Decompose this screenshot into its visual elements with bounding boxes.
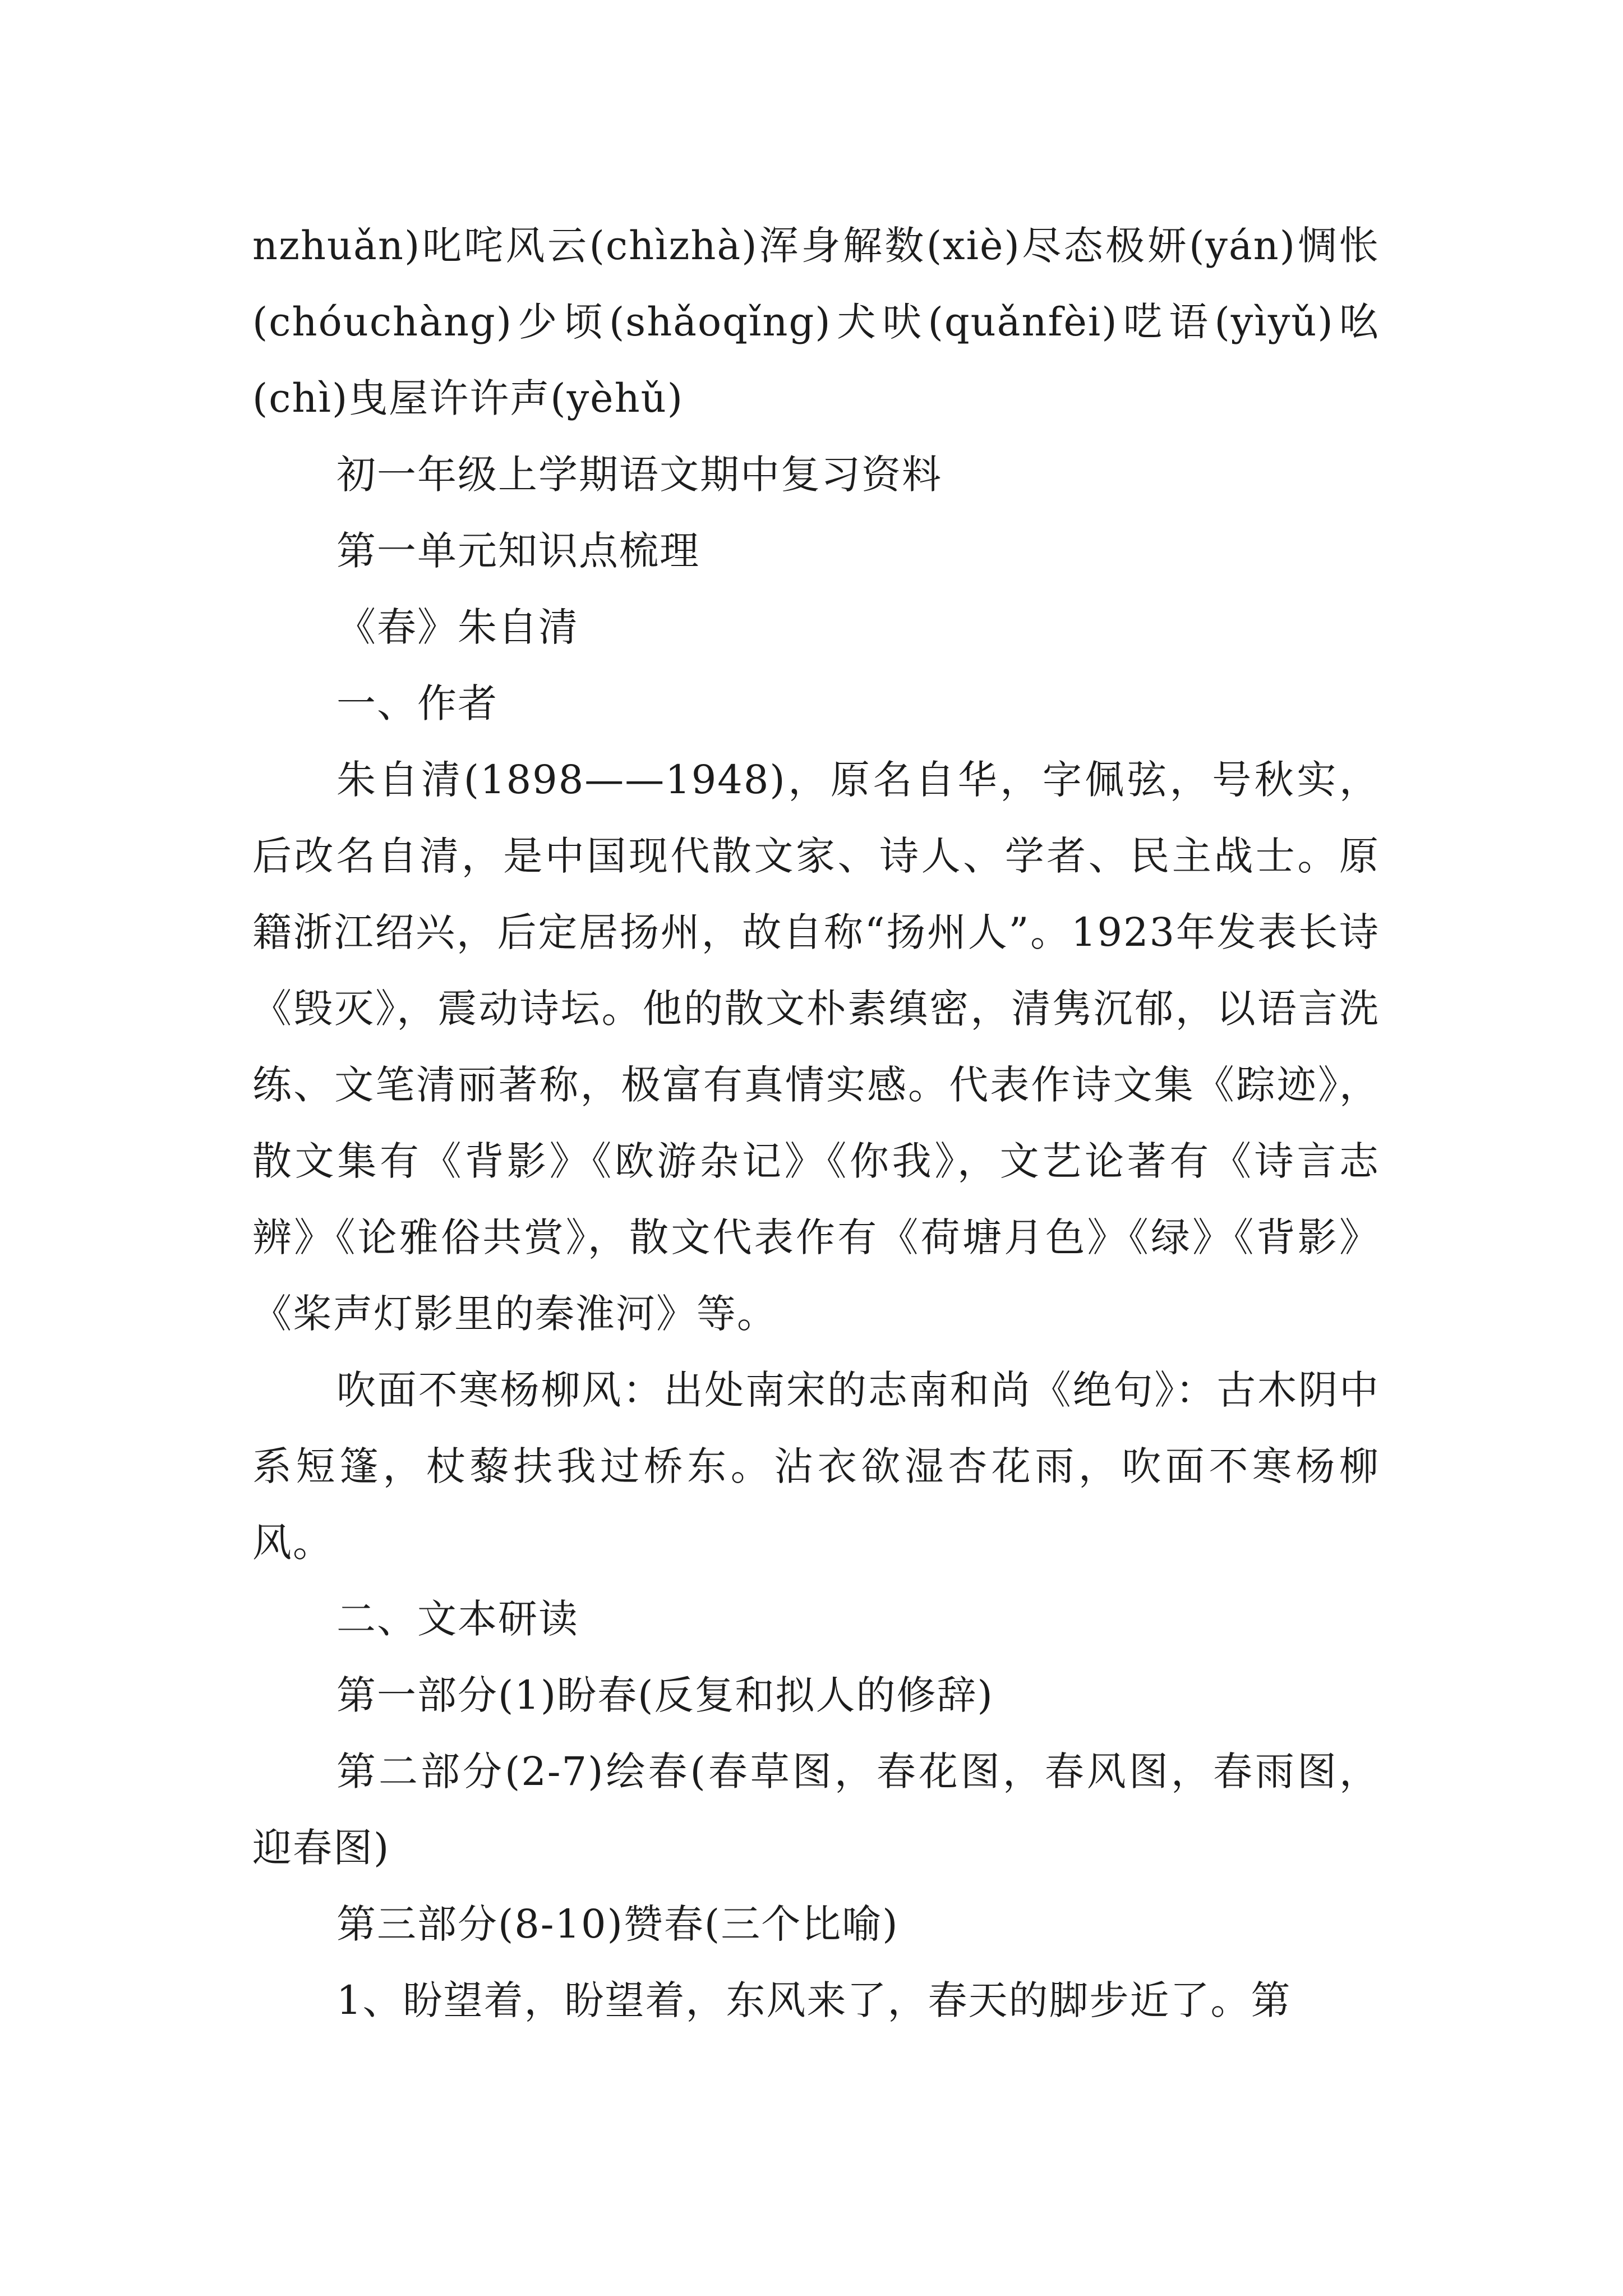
quote-paragraph: 吹面不寒杨柳风：出处南宋的志南和尚《绝句》：古木阴中系短篷，杖藜扶我过桥东。沾衣欲湿杏花雨，吹面不寒杨柳风。 [252,1367,1380,1566]
pinyin-paragraph: nzhuǎn)叱咤风云(chìzhà)浑身解数(xiè)尽态极妍(yán)惆怅(chóuchàng)少顷(shǎoqǐng)犬吠(quǎnfèi)呓语(yìyǔ)吆(chì)曳屋许许声(yèhǔ) [252,223,1380,421]
document-page [252,208,1380,2039]
lesson-title: 《春》朱自清 [336,604,579,650]
part-two-paragraph: 第二部分(2-7)绘春(春草图，春花图，春风图，春雨图，迎春图) [252,1749,1380,1871]
author-paragraph: 朱自清(1898——1948)，原名自华，字佩弦，号秋实，后改名自清，是中国现代散文家、诗人、学者、民主战士。原籍浙江绍兴，后定居扬州，故自称“扬州人”。1923年发表长诗《毁灭》，震动诗坛。他的散文朴素缜密，清隽沉郁，以语言洗练、文笔清丽著称，极富有真情实感。代表作诗文集《踪迹》，散文集有《背影》《欧游杂记》《你我》，文艺论著有《诗言志辨》《论雅俗共赏》，散文代表作有《荷塘月色》《绿》《背影》《桨声灯影里的秦淮河》等。 [252,757,1380,1337]
document-title: 初一年级上学期语文期中复习资料 [336,452,942,498]
unit-heading: 第一单元知识点梳理 [336,528,700,574]
part-three-paragraph: 第三部分(8-10)赞春(三个比喻) [336,1901,899,1947]
part-one-paragraph: 第一部分(1)盼春(反复和拟人的修辞) [336,1672,994,1718]
section-heading-author: 一、作者 [336,680,498,726]
item-one-paragraph: 1、盼望着，盼望着，东风来了，春天的脚步近了。第 [336,1977,1292,2023]
section-heading-text-study: 二、文本研读 [336,1596,579,1642]
